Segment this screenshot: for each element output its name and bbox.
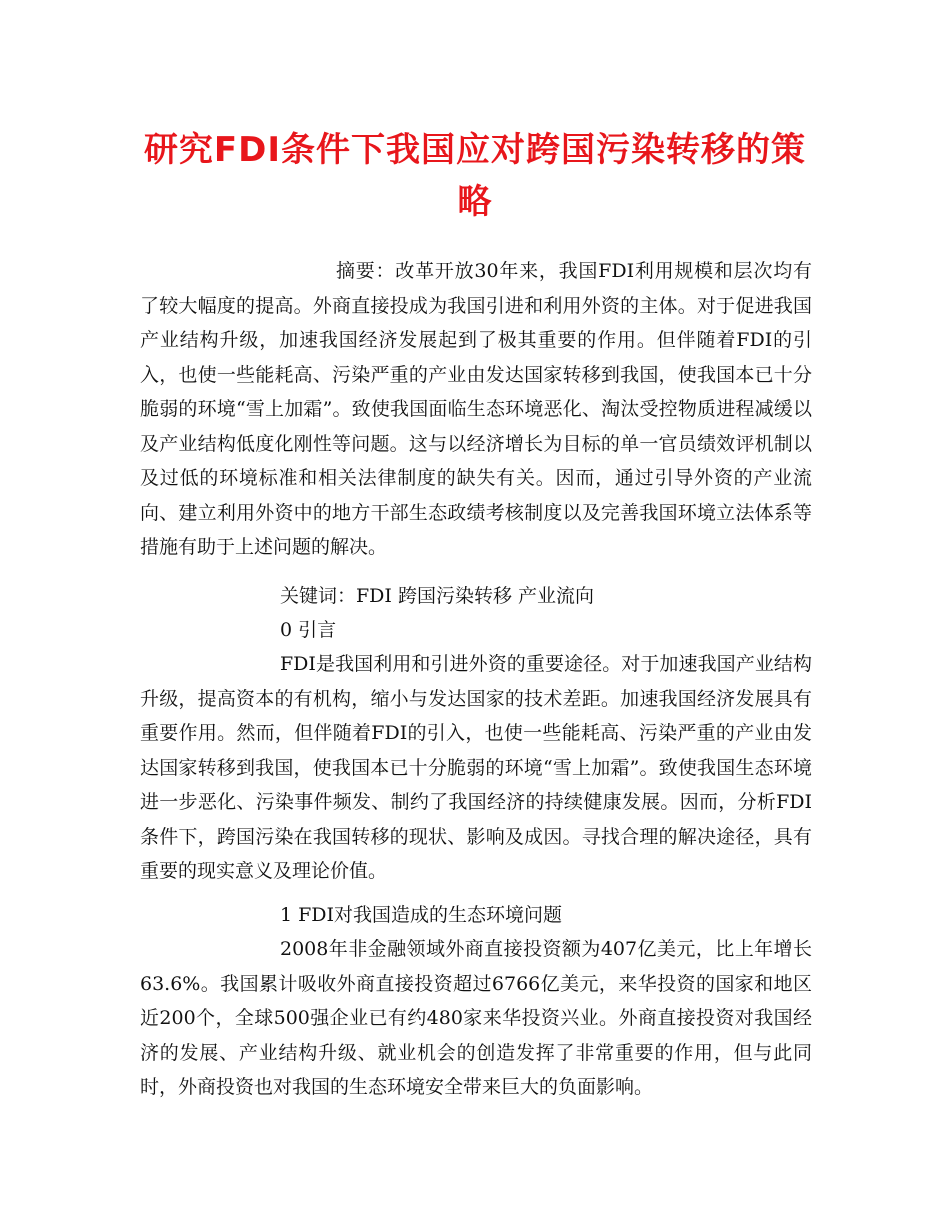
document-title: 研究FDI条件下我国应对跨国污染转移的策略 <box>143 130 807 222</box>
section-1-paragraph: 2008年非金融领域外商直接投资额为407亿美元，比上年增长63.6%。我国累计吸收外商直接投资超过6766亿美元，来华投资的国家和地区近200个，全球500强企业已有约480家来华投资兴业。外商直接投资对我国经济的发展、产业结构升级、就业机会的创造发挥了非常重要的作用，但与此同时，外商投资也对我国的生态环境安全带来巨大的负面影响。 <box>140 938 812 1098</box>
introduction-paragraph: FDI是我国利用和引进外资的重要途径。对于加速我国产业结构升级，提高资本的有机构，缩小与发达国家的技术差距。加速我国经济发展具有重要作用。然而，但伴随着FDI的引入，也使一些能耗高、污染严重的产业由发达国家转移到我国，使我国本已十分脆弱的环境“雪上加霜”。致使我国生态环境进一步恶化、污染事件频发、制约了我国经济的持续健康发展。因而，分析FDI条件下，跨国污染在我国转移的现状、影响及成因。寻找合理的解决途径，具有重要的现实意义及理论价值。 <box>140 653 812 882</box>
section-heading-1: 1 FDI对我国造成的生态环境问题 <box>280 904 563 926</box>
abstract-paragraph: 摘要：改革开放30年来，我国FDI利用规模和层次均有了较大幅度的提高。外商直接投成为我国引进和利用外资的主体。对于促进我国产业结构升级，加速我国经济发展起到了极其重要的作用。但伴随着FDI的引入，也使一些能耗高、污染严重的产业由发达国家转移到我国，使我国本已十分脆弱的环境“雪上加霜”。致使我国面临生态环境恶化、淘汰受控物质进程减缓以及产业结构低度化刚性等问题。这与以经济增长为目标的单一官员绩效评机制以及过低的环境标准和相关法律制度的缺失有关。因而，通过引导外资的产业流向、建立利用外资中的地方干部生态政绩考核制度以及完善我国环境立法体系等措施有助于上述问题的解决。 <box>140 260 812 558</box>
section-heading-introduction: 0 引言 <box>280 619 337 641</box>
keywords-line: 关键词：FDI 跨国污染转移 产业流向 <box>280 585 595 607</box>
